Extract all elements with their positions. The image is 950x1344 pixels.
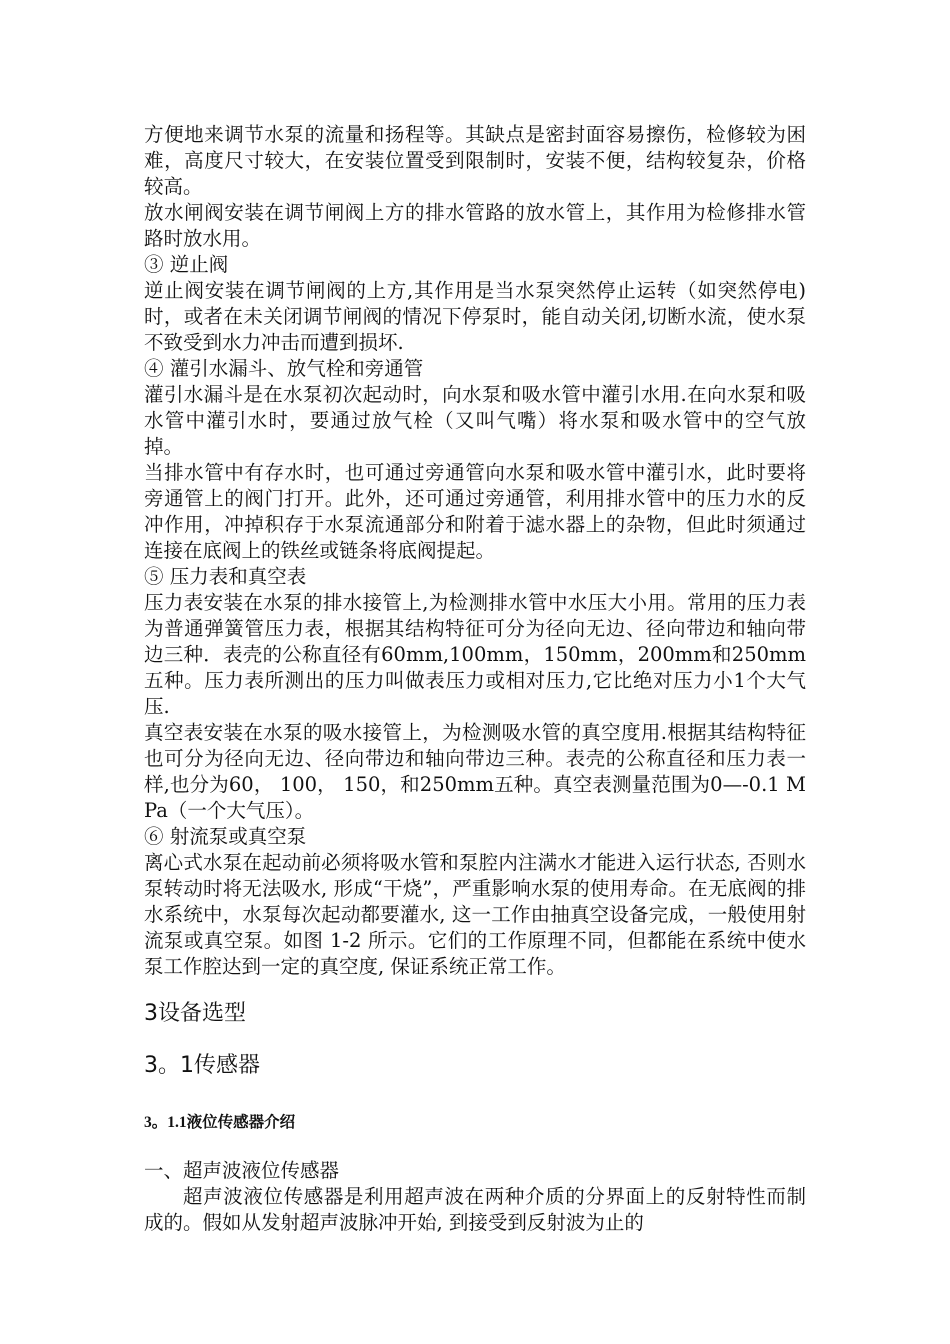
body-paragraph: 逆止阀安装在调节闸阀的上方,其作用是当水泵突然停止运转（如突然停电)时，或者在未关闭调节闸阀的情况下停泵时，能自动关闭,切断水流，使水泵不致受到水力冲击而遭到损坏. [144, 279, 806, 354]
subsubsection-heading: 3。1.1液位传感器介绍 [144, 1114, 296, 1131]
item-heading: 一、超声波液位传感器 [144, 1159, 340, 1182]
list-heading-gauges: ⑤ 压力表和真空表 [144, 565, 307, 588]
body-paragraph: 当排水管中有存水时，也可通过旁通管向水泵和吸水管中灌引水，此时要将旁通管上的阀门打开。此外，还可通过旁通管，利用排水管中的压力水的反冲作用，冲掉积存于水泵流通部分和附着于滤水器上的杂物，但此时须通过连接在底阀上的铁丝或链条将底阀提起。 [144, 461, 806, 562]
body-paragraph: 方便地来调节水泵的流量和扬程等。其缺点是密封面容易擦伤，检修较为困难，高度尺寸较大，在安装位置受到限制时，安装不便，结构较复杂，价格较高。 [144, 123, 806, 198]
section-heading: 3设备选型 [144, 1001, 246, 1026]
body-paragraph: 灌引水漏斗是在水泵初次起动时，向水泵和吸水管中灌引水用.在向水泵和吸水管中灌引水时，要通过放气栓（又叫气嘴）将水泵和吸水管中的空气放掉。 [144, 383, 806, 458]
list-heading-check-valve: ③ 逆止阀 [144, 253, 229, 276]
document-page [144, 122, 806, 1236]
body-paragraph: 离心式水泵在起动前必须将吸水管和泵腔内注满水才能进入运行状态, 否则水泵转动时将无法吸水, 形成“干烧”，严重影响水泵的使用寿命。在无底阀的排水系统中，水泵每次起动都要灌水, 这一工作由抽真空设备完成，一般使用射流泵或真空泵。如图 1-2 所示。它们的工作原理不同，但都能在系统中使水泵工作腔达到一定的真空度, 保证系统正常工作。 [144, 851, 806, 978]
body-paragraph: 压力表安装在水泵的排水接管上,为检测排水管中水压大小用。常用的压力表为普通弹簧管压力表，根据其结构特征可分为径向无边、径向带边和轴向带边三种．表壳的公称直径有60mm,100mm，150mm，200mm和250mm五种。压力表所测出的压力叫做表压力或相对压力,它比绝对压力小1个大气压. [144, 591, 806, 718]
body-paragraph: 超声波液位传感器是利用超声波在两种介质的分界面上的反射特性而制成的。假如从发射超声波脉冲开始, 到接受到反射波为止的 [144, 1185, 806, 1234]
body-paragraph: 真空表安装在水泵的吸水接管上，为检测吸水管的真空度用.根据其结构特征也可分为径向无边、径向带边和轴向带边三种。表壳的公称直径和压力表一样,也分为60， 100， 150，和250mm五种。真空表测量范围为0—-0.1 MPa（一个大气压）。 [144, 721, 806, 822]
list-heading-funnel: ④ 灌引水漏斗、放气栓和旁通管 [144, 357, 424, 380]
list-heading-jet-pump: ⑥ 射流泵或真空泵 [144, 825, 307, 848]
body-paragraph: 放水闸阀安装在调节闸阀上方的排水管路的放水管上，其作用为检修排水管路时放水用。 [144, 201, 806, 250]
subsection-heading: 3。1传感器 [144, 1053, 260, 1078]
